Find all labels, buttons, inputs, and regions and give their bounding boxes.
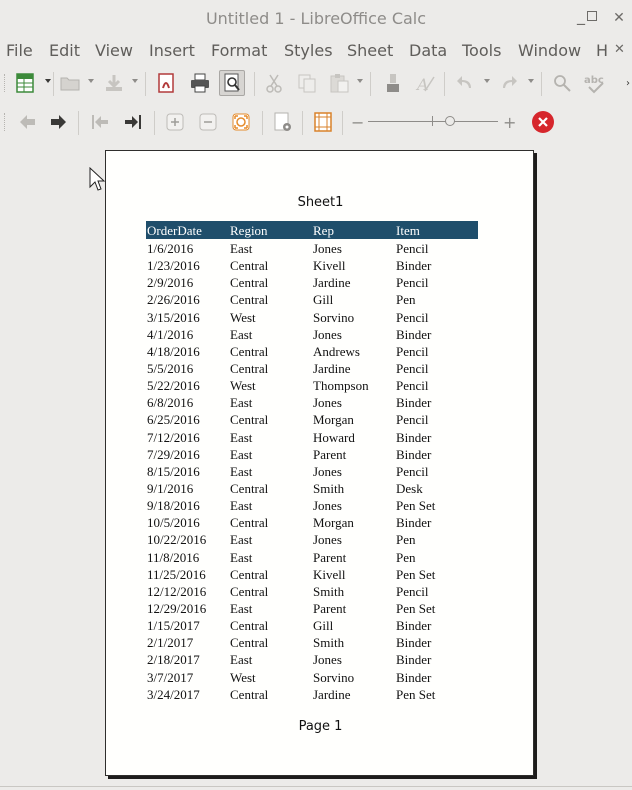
table-cell: Central	[230, 258, 269, 274]
table-cell: 7/29/2016	[147, 446, 200, 462]
menu-file[interactable]: File	[6, 41, 33, 60]
table-cell: Jones	[313, 463, 342, 479]
table-cell: Pen	[396, 292, 416, 308]
open-dropdown-icon[interactable]	[88, 79, 94, 83]
table-cell: Central	[230, 275, 269, 291]
table-cell: 3/15/2016	[147, 309, 200, 325]
table-cell: East	[230, 446, 253, 462]
next-page-icon[interactable]	[46, 109, 72, 135]
paste-icon[interactable]	[326, 70, 352, 96]
table-cell: Binder	[396, 258, 432, 274]
table-cell: 5/5/2016	[147, 360, 194, 376]
table-cell: Central	[230, 360, 269, 376]
menu-view[interactable]: View	[95, 41, 133, 60]
table-cell: West	[230, 669, 256, 685]
first-page-icon[interactable]	[87, 109, 113, 135]
table-cell: 4/1/2016	[147, 326, 194, 342]
table-cell: Binder	[396, 515, 432, 531]
table-cell: Central	[230, 515, 269, 531]
find-replace-icon[interactable]	[549, 70, 575, 96]
redo-dropdown-icon[interactable]	[528, 79, 534, 83]
table-cell: Binder	[396, 446, 432, 462]
table-row	[146, 496, 478, 513]
table-cell: Pencil	[396, 412, 429, 428]
print-icon[interactable]	[187, 70, 213, 96]
table-cell: Central	[230, 412, 269, 428]
table-cell: Binder	[396, 669, 432, 685]
table-cell: Sorvino	[313, 669, 355, 685]
table-cell: Kivell	[313, 258, 346, 274]
spelling-icon[interactable]	[582, 70, 608, 96]
table-cell: Central	[230, 480, 269, 496]
table-cell: Jardine	[313, 275, 351, 291]
table-cell: Smith	[313, 480, 345, 496]
previous-page-icon[interactable]	[14, 109, 40, 135]
table-cell: Parent	[313, 549, 347, 565]
table-row	[146, 239, 478, 256]
menu-window[interactable]: Window	[518, 41, 582, 60]
table-cell: East	[230, 549, 253, 565]
table-cell: Binder	[396, 429, 432, 445]
table-row	[146, 445, 478, 462]
table-cell: 10/5/2016	[147, 515, 200, 531]
menu-insert[interactable]: Insert	[149, 41, 195, 60]
table-row	[146, 685, 478, 702]
table-row	[146, 428, 478, 445]
table-cell: Jones	[313, 241, 342, 256]
table-cell: 12/12/2016	[147, 583, 207, 599]
table-cell: Binder	[396, 326, 432, 342]
table-cell: Parent	[313, 446, 347, 462]
table-row	[146, 410, 478, 427]
table-row	[146, 599, 478, 616]
undo-icon[interactable]	[452, 70, 478, 96]
table-cell: 2/1/2017	[147, 635, 194, 651]
menu-format[interactable]: Format	[211, 41, 268, 60]
table-row	[146, 325, 478, 342]
table-row	[146, 565, 478, 582]
sheet-title: Sheet1	[297, 195, 344, 210]
table-cell: 2/9/2016	[147, 275, 194, 291]
table-cell: Jardine	[313, 686, 351, 702]
table-cell: Pencil	[396, 583, 429, 599]
table-cell: Pen	[396, 549, 416, 565]
table-cell: Central	[230, 686, 269, 702]
column-header: Region	[230, 223, 268, 238]
menu-bar	[0, 36, 632, 64]
undo-dropdown-icon[interactable]	[484, 79, 490, 83]
separator	[342, 111, 343, 135]
separator	[145, 72, 146, 96]
table-cell: 9/1/2016	[147, 480, 194, 496]
table-row	[146, 256, 478, 273]
separator	[53, 72, 54, 96]
new-spreadsheet-icon[interactable]	[12, 70, 38, 96]
paste-dropdown-icon[interactable]	[357, 79, 363, 83]
table-cell: Binder	[396, 395, 432, 411]
table-cell: Sorvino	[313, 309, 355, 325]
separator	[370, 72, 371, 96]
table-cell: East	[230, 652, 253, 668]
table-row	[146, 273, 478, 290]
zoom-slider[interactable]	[368, 121, 498, 122]
table-cell: East	[230, 429, 253, 445]
zoom-minus-button[interactable]: −	[351, 113, 365, 132]
table-cell: Pencil	[396, 309, 429, 325]
table-cell: East	[230, 395, 253, 411]
save-dropdown-icon[interactable]	[132, 79, 138, 83]
close-preview-icon[interactable]	[530, 109, 556, 135]
table-cell: Pencil	[396, 360, 429, 376]
zoom-out-icon[interactable]	[195, 109, 221, 135]
table-row	[146, 308, 478, 325]
table-cell: Desk	[396, 480, 423, 496]
table-row	[146, 668, 478, 685]
table-cell: Parent	[313, 600, 347, 616]
column-header: Item	[396, 223, 420, 238]
menu-data[interactable]: Data	[409, 41, 448, 60]
table-cell: 9/18/2016	[147, 498, 200, 514]
menu-styles[interactable]: Styles	[284, 41, 333, 60]
table-cell: Central	[230, 618, 269, 634]
separator	[154, 111, 155, 135]
table-cell: East	[230, 241, 253, 256]
separator	[302, 111, 303, 135]
separator	[262, 111, 263, 135]
zoom-plus-button[interactable]: +	[503, 113, 517, 132]
table-cell: Central	[230, 292, 269, 308]
save-icon[interactable]	[101, 70, 127, 96]
table-cell: Binder	[396, 618, 432, 634]
print-preview-icon[interactable]	[219, 70, 245, 96]
minimize-button[interactable]: _	[577, 6, 585, 25]
margins-icon[interactable]	[310, 109, 336, 135]
table-cell: Pencil	[396, 275, 429, 291]
maximize-button[interactable]	[579, 8, 597, 26]
table-cell: East	[230, 463, 253, 479]
separator	[541, 72, 542, 96]
table-cell: Andrews	[313, 343, 360, 359]
table-cell: Thompson	[313, 378, 369, 394]
full-screen-icon[interactable]	[228, 109, 254, 135]
close-document-button[interactable]: ✕	[614, 42, 625, 57]
table-cell: 3/24/2017	[147, 686, 200, 702]
new-dropdown-icon[interactable]	[45, 79, 51, 83]
print-preview-toolbar	[0, 105, 632, 139]
table-cell: Pen	[396, 532, 416, 548]
table-cell: Pencil	[396, 463, 429, 479]
table-body	[146, 239, 478, 702]
cut-icon[interactable]	[261, 70, 287, 96]
table-row	[146, 650, 478, 667]
redo-icon[interactable]	[496, 70, 522, 96]
table-cell: 11/8/2016	[147, 549, 200, 565]
menu-tools[interactable]: Tools	[462, 41, 502, 60]
table-cell: 11/25/2016	[147, 566, 206, 582]
table-cell: Howard	[313, 429, 355, 445]
table-cell: Pencil	[396, 378, 429, 394]
title-bar	[0, 0, 632, 36]
separator	[78, 111, 79, 135]
table-cell: Central	[230, 343, 269, 359]
table-cell: 3/7/2017	[147, 669, 194, 685]
table-cell: Kivell	[313, 566, 346, 582]
standard-toolbar	[0, 66, 632, 100]
table-cell: Smith	[313, 583, 345, 599]
table-cell: Central	[230, 583, 269, 599]
page-footer: Page 1	[298, 719, 343, 734]
table-cell: 7/12/2016	[147, 429, 200, 445]
toolbar-grip[interactable]	[4, 74, 7, 92]
table-row	[146, 342, 478, 359]
table-cell: Central	[230, 635, 269, 651]
close-window-button[interactable]: ✕	[613, 10, 625, 26]
separator	[444, 72, 445, 96]
menu-edit[interactable]: Edit	[49, 41, 80, 60]
table-row	[146, 530, 478, 547]
table-row	[146, 359, 478, 376]
clear-formatting-icon[interactable]	[412, 70, 438, 96]
table-cell: 6/8/2016	[147, 395, 194, 411]
table-cell: Gill	[313, 292, 334, 308]
table-cell: Pen Set	[396, 498, 436, 514]
table-row	[146, 462, 478, 479]
table-cell: East	[230, 326, 253, 342]
table-cell: 8/15/2016	[147, 463, 200, 479]
table-cell: 1/6/2016	[147, 241, 194, 256]
mouse-pointer-icon	[89, 167, 105, 197]
table-cell: Binder	[396, 635, 432, 651]
table-cell: Pen Set	[396, 600, 436, 616]
table-header	[146, 221, 478, 239]
table-cell: 10/22/2016	[147, 532, 207, 548]
table-row	[146, 290, 478, 307]
clone-formatting-icon[interactable]	[380, 70, 406, 96]
copy-icon[interactable]	[294, 70, 320, 96]
table-cell: Morgan	[313, 412, 354, 428]
table-cell: West	[230, 378, 256, 394]
table-row	[146, 582, 478, 599]
menu-sheet[interactable]: Sheet	[347, 41, 394, 60]
export-pdf-icon[interactable]	[153, 70, 179, 96]
table-cell: 5/22/2016	[147, 378, 200, 394]
table-cell: 6/25/2016	[147, 412, 200, 428]
table-row	[146, 479, 478, 496]
table-cell: Pen Set	[396, 686, 436, 702]
svg-text:A: A	[417, 75, 429, 94]
table-cell: 1/15/2017	[147, 618, 200, 634]
column-header: OrderDate	[147, 223, 202, 238]
zoom-slider-handle[interactable]	[445, 116, 455, 126]
table-cell: Jones	[313, 532, 342, 548]
table-cell: West	[230, 309, 256, 325]
table-cell: Jones	[313, 326, 342, 342]
table-cell: 1/23/2016	[147, 258, 200, 274]
table-row	[146, 633, 478, 650]
table-cell: Jones	[313, 498, 342, 514]
table-cell: East	[230, 498, 253, 514]
zoom-in-icon[interactable]	[162, 109, 188, 135]
table-cell: 2/18/2017	[147, 652, 200, 668]
table-cell: East	[230, 532, 253, 548]
table-cell: Central	[230, 566, 269, 582]
last-page-icon[interactable]	[120, 109, 146, 135]
table-row	[146, 376, 478, 393]
table-cell: Jones	[313, 652, 342, 668]
data-table	[146, 221, 478, 702]
table-cell: East	[230, 600, 253, 616]
menu-help[interactable]: H	[596, 41, 609, 60]
table-cell: Jones	[313, 395, 342, 411]
table-cell: Binder	[396, 652, 432, 668]
table-cell: Jardine	[313, 360, 351, 376]
table-row	[146, 548, 478, 565]
page-format-icon[interactable]	[270, 109, 296, 135]
table-cell: 12/29/2016	[147, 600, 207, 616]
svg-text:abc: abc	[584, 75, 604, 86]
table-row	[146, 393, 478, 410]
toolbar-grip[interactable]	[4, 113, 7, 131]
column-header: Rep	[313, 223, 334, 238]
table-cell: 4/18/2016	[147, 343, 200, 359]
zoom-default-tick	[432, 116, 433, 126]
table-cell: Morgan	[313, 515, 354, 531]
window-bottom-edge	[0, 786, 632, 787]
separator	[254, 72, 255, 96]
table-cell: Smith	[313, 635, 345, 651]
table-cell: Pen Set	[396, 566, 436, 582]
table-cell: Gill	[313, 618, 334, 634]
table-row	[146, 513, 478, 530]
table-cell: Pencil	[396, 241, 429, 256]
open-folder-icon[interactable]	[57, 70, 83, 96]
window-title: Untitled 1 - LibreOffice Calc	[205, 9, 427, 28]
more-tools-icon[interactable]: ›	[626, 78, 630, 89]
table-row	[146, 616, 478, 633]
table-cell: Pencil	[396, 343, 429, 359]
table-cell: 2/26/2016	[147, 292, 200, 308]
preview-page	[105, 150, 534, 776]
